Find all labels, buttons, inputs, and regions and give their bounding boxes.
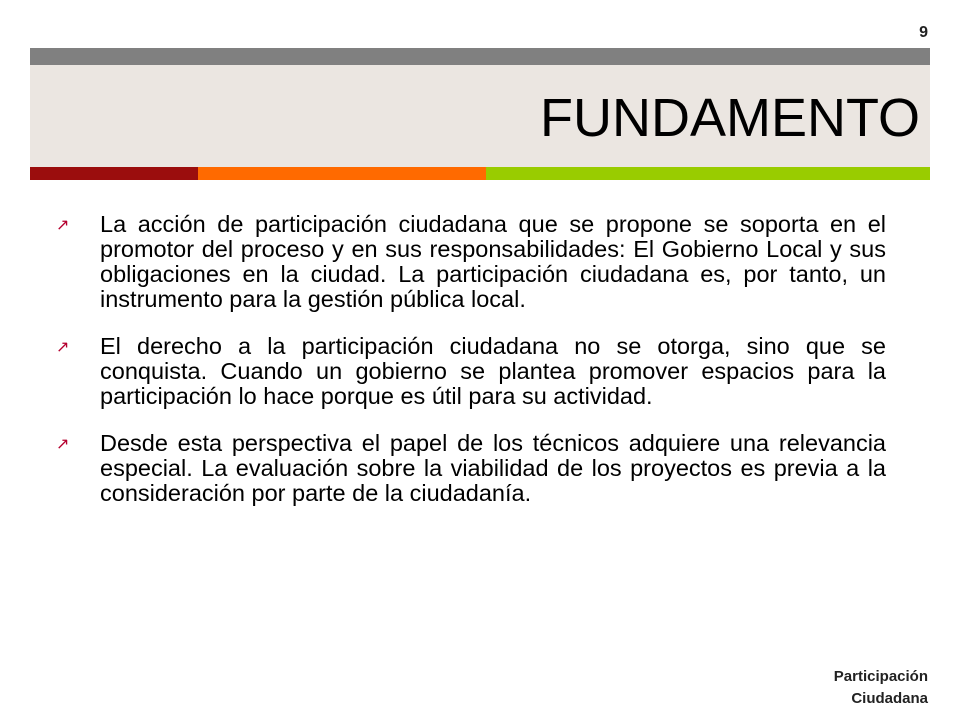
footer-line-2: Ciudadana [851, 690, 928, 707]
slide-title: FUNDAMENTO [539, 88, 920, 148]
footer-label [834, 666, 928, 710]
bullet-list [56, 212, 886, 528]
strip-segment-red [30, 167, 198, 180]
bullet-item [56, 212, 886, 312]
slide-number: 9 [919, 24, 928, 41]
strip-segment-orange [198, 167, 486, 180]
arrow-bullet-icon: ↗ [56, 217, 70, 234]
color-strip [30, 167, 930, 180]
strip-segment-green [486, 167, 930, 180]
header-bar [30, 48, 930, 65]
bullet-item [56, 334, 886, 409]
arrow-bullet-icon: ↗ [56, 436, 70, 453]
arrow-bullet-icon: ↗ [56, 339, 70, 356]
bullet-text: La acción de participación ciudadana que se propone se soporta en el promotor del proceso y en sus responsabilidades: El Gobierno Local y sus obligaciones en la ciudad. La participación ciudadana es, por tanto, un instrumento para la gestión pública local. [100, 211, 886, 312]
bullet-text: El derecho a la participación ciudadana no se otorga, sino que se conquista. Cuando un gobierno se plantea promover espacios para la participación lo hace porque es útil para su actividad. [100, 333, 886, 409]
bullet-item [56, 431, 886, 506]
bullet-text: Desde esta perspectiva el papel de los técnicos adquiere una relevancia especial. La evaluación sobre la viabilidad de los proyectos es previa a la consideración por parte de la ciudadanía. [100, 430, 886, 506]
footer-line-1: Participación [833, 668, 928, 685]
